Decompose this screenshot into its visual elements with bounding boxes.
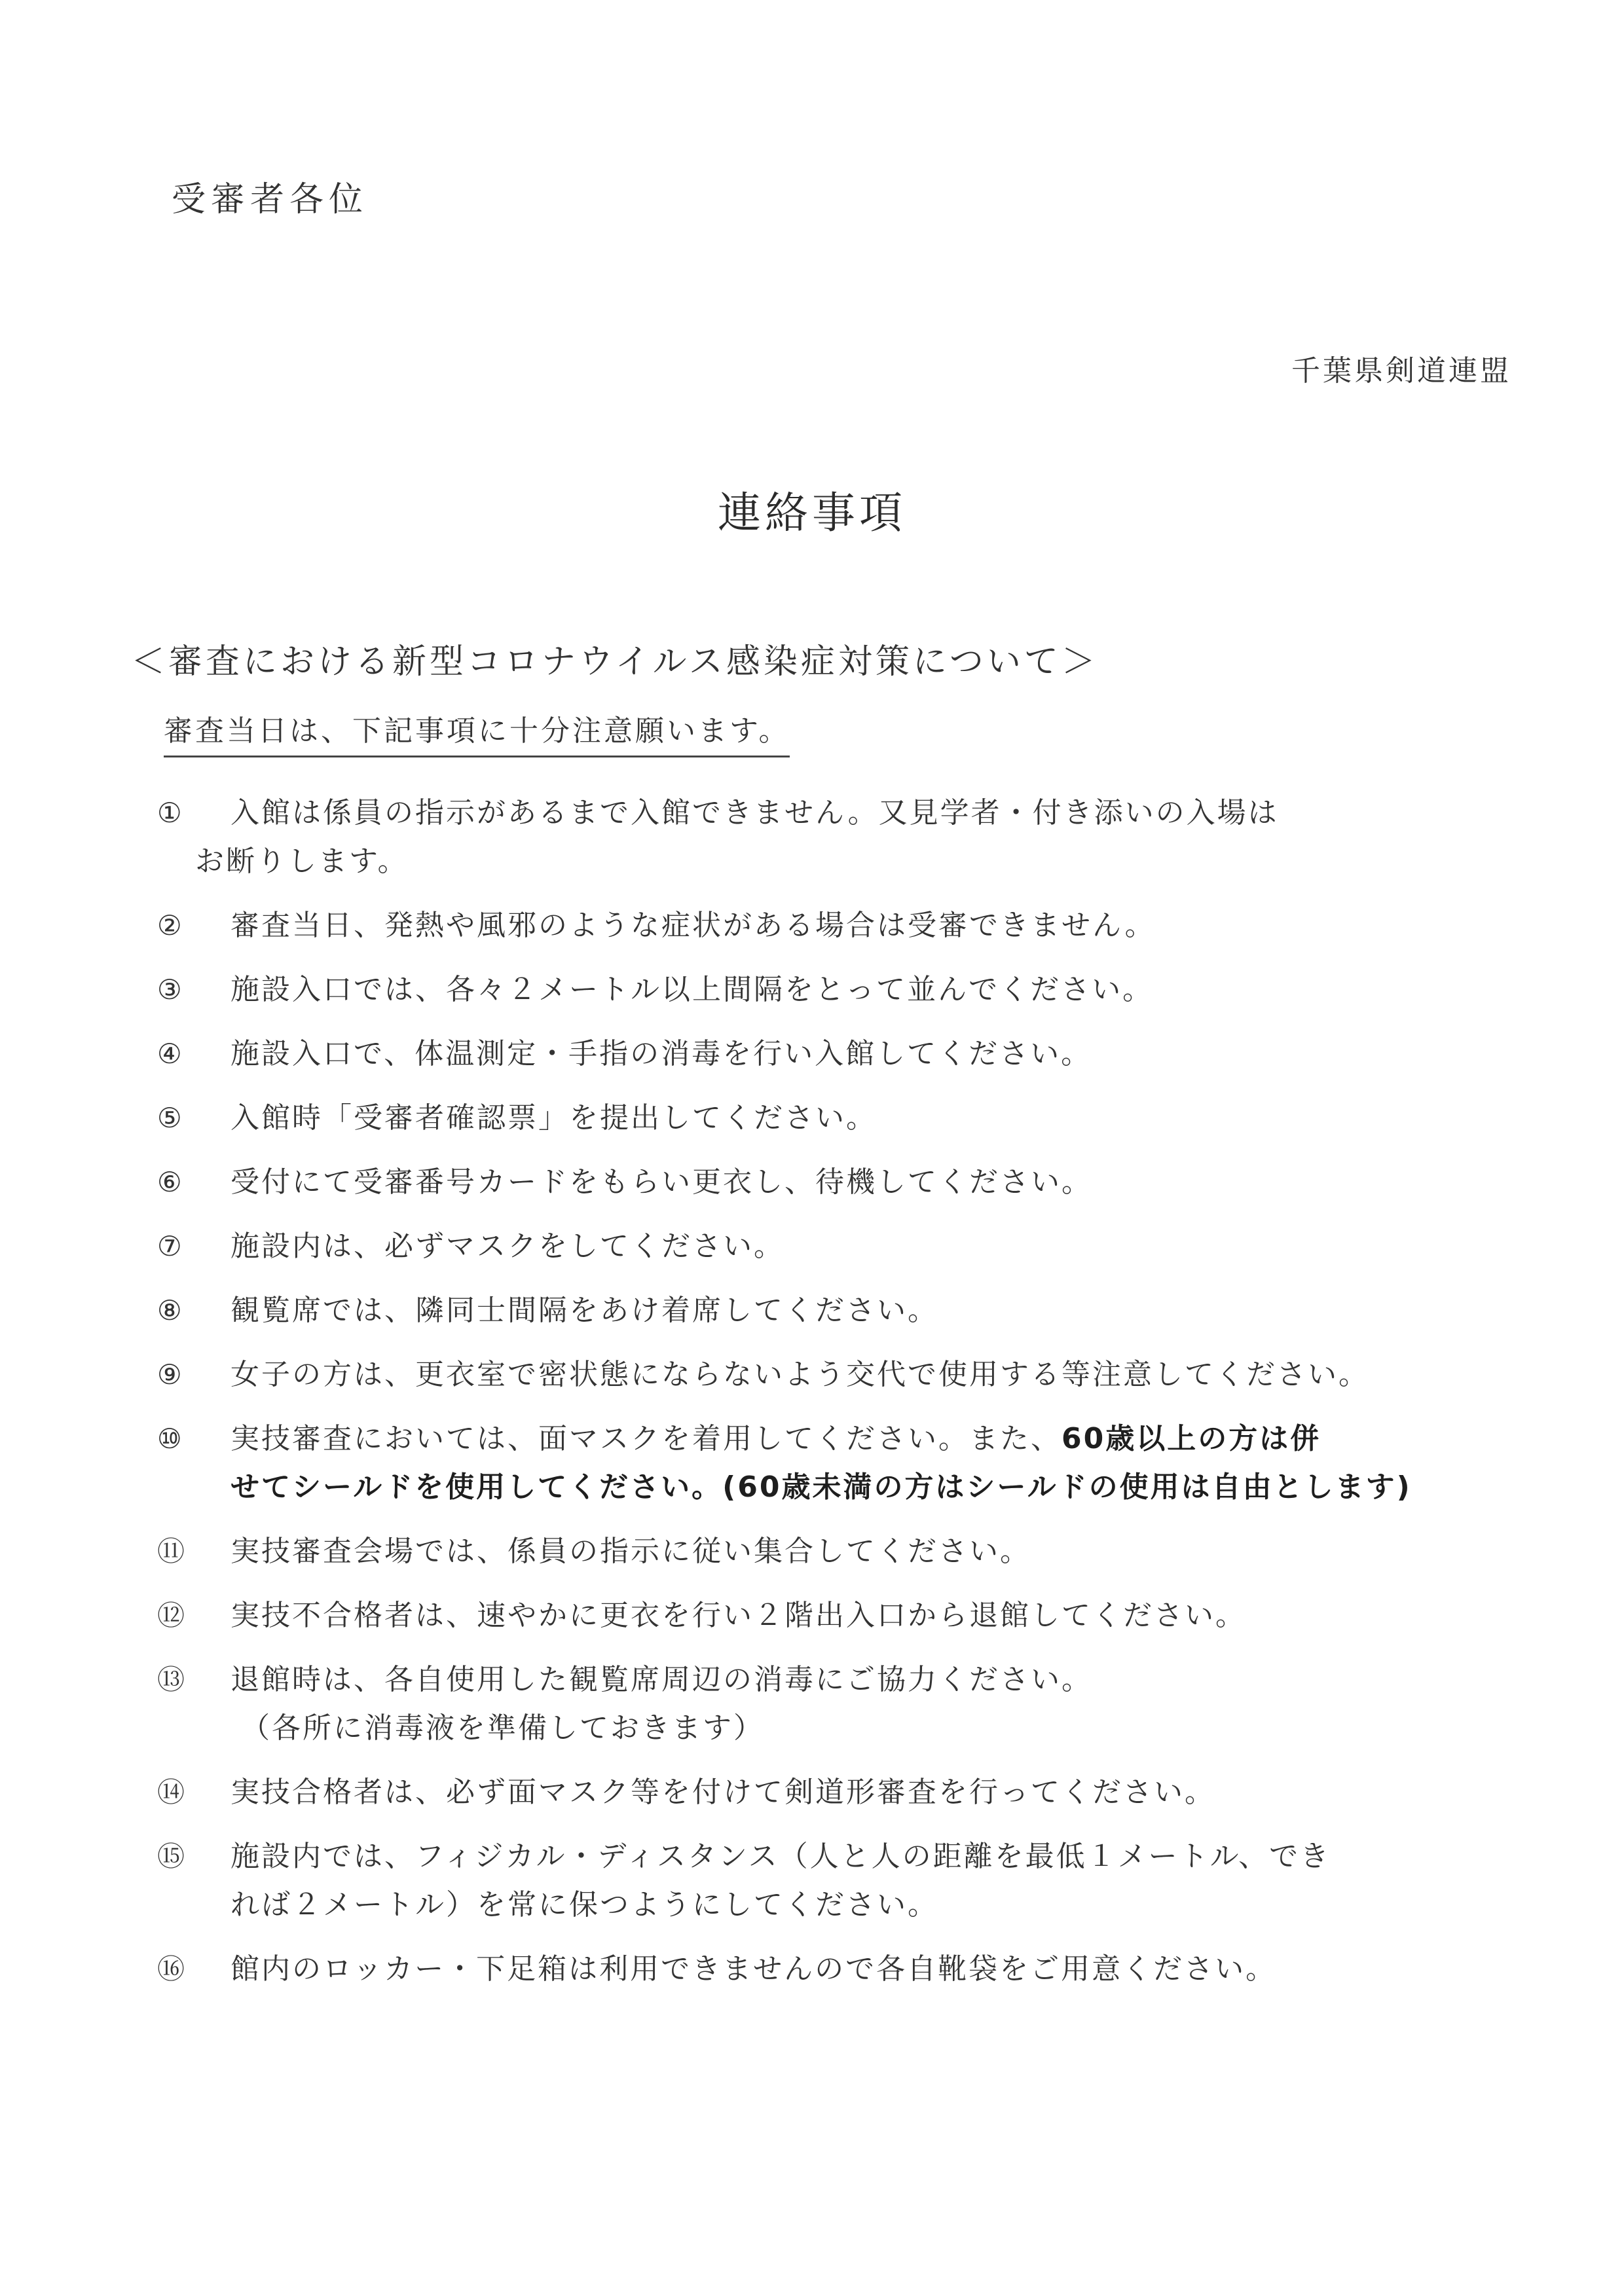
item-number: ② — [157, 909, 184, 941]
item-list — [157, 789, 1572, 2009]
item-text: 施設入口では、各々２メートル以上間隔をとって並んでください。 — [231, 973, 1154, 1006]
list-item — [157, 1030, 1572, 1078]
item-text: 施設内は、必ずマスクをしてください。 — [231, 1230, 784, 1263]
section-heading: ＜審査における新型コロナウイルス感染症対策について＞ — [131, 642, 1099, 682]
item-text: 審査当日、発熱や風邪のような症状がある場合は受審できません。 — [231, 909, 1156, 942]
item-text-bold: 60歳以上の方は併 — [1061, 1422, 1321, 1455]
list-item — [157, 1768, 1572, 1817]
item-text: 女子の方は、更衣室で密状態にならないよう交代で使用する等注意してください。 — [231, 1358, 1369, 1391]
item-text: 入館時「受審者確認票」を提出してください。 — [231, 1101, 877, 1135]
list-item — [157, 902, 1572, 950]
item-number: ⑩ — [157, 1423, 184, 1455]
item-text: 施設入口で、体温測定・手指の消毒を行い入館してください。 — [231, 1037, 1092, 1070]
item-number: ⑦ — [157, 1230, 184, 1262]
item-text-continued: れば２メートル）を常に保つようにしてください。 — [231, 1888, 938, 1922]
item-text: 実技不合格者は、速やかに更衣を行い２階出入口から退館してください。 — [231, 1599, 1246, 1632]
addressee: 受審者各位 — [172, 180, 369, 219]
item-text: 実技合格者は、必ず面マスク等を付けて剣道形審査を行ってください。 — [231, 1776, 1215, 1809]
page-title: 連絡事項 — [718, 488, 906, 538]
list-item — [157, 1656, 1572, 1753]
item-text: 受付にて受審番号カードをもらい更衣し、待機してください。 — [231, 1165, 1092, 1199]
list-item — [157, 789, 1572, 886]
item-number: ④ — [157, 1038, 184, 1070]
item-number: ⑥ — [157, 1166, 184, 1198]
item-number: ⑤ — [157, 1102, 184, 1134]
item-number: ⑯ — [157, 1953, 187, 1985]
item-number: ⑪ — [157, 1535, 187, 1567]
item-text: 館内のロッカー・下足箱は利用できませんので各自靴袋をご用意ください。 — [231, 1952, 1277, 1986]
item-text-regular: 実技審査においては、面マスクを着用してください。また、 — [231, 1422, 1061, 1455]
sender-organization: 千葉県剣道連盟 — [1291, 354, 1511, 388]
item-number: ⑬ — [157, 1664, 187, 1696]
item-text: 退館時は、各自使用した観覧席周辺の消毒にご協力ください。 — [231, 1663, 1092, 1696]
list-item — [157, 1527, 1572, 1576]
list-item — [157, 1351, 1572, 1399]
item-number: ① — [157, 797, 184, 829]
item-number: ⑫ — [157, 1599, 187, 1631]
list-item — [157, 1415, 1572, 1512]
item-text — [157, 1415, 1572, 1463]
item-text-bold-continued: せてシールドを使用してください。(60歳未満の方はシールドの使用は自由とします) — [231, 1470, 1412, 1504]
item-text: 観覧席では、隣同士間隔をあけ着席してください。 — [231, 1294, 938, 1327]
item-text: 実技審査会場では、係員の指示に従い集合してください。 — [231, 1535, 1031, 1568]
notice-underlined: 審査当日は、下記事項に十分注意願います。 — [164, 707, 790, 757]
item-number: ⑨ — [157, 1358, 184, 1391]
list-item — [157, 1945, 1572, 1994]
item-text: 施設内では、フィジカル・ディスタンス（人と人の距離を最低１メートル、でき — [231, 1840, 1331, 1873]
list-item — [157, 1592, 1572, 1640]
item-text-continued: お断りします。 — [195, 845, 409, 878]
item-number: ③ — [157, 974, 184, 1006]
list-item — [157, 1832, 1572, 1929]
item-text: 入館は係員の指示があるまで入館できません。又見学者・付き添いの入場は — [231, 796, 1279, 829]
item-number: ⑮ — [157, 1840, 187, 1872]
list-item — [157, 1286, 1572, 1335]
item-number: ⑭ — [157, 1776, 187, 1808]
item-number: ⑧ — [157, 1294, 184, 1326]
list-item — [157, 1094, 1572, 1142]
list-item — [157, 966, 1572, 1014]
item-text-continued: （各所に消毒液を準備しておきます） — [241, 1711, 764, 1745]
list-item — [157, 1222, 1572, 1271]
list-item — [157, 1158, 1572, 1207]
